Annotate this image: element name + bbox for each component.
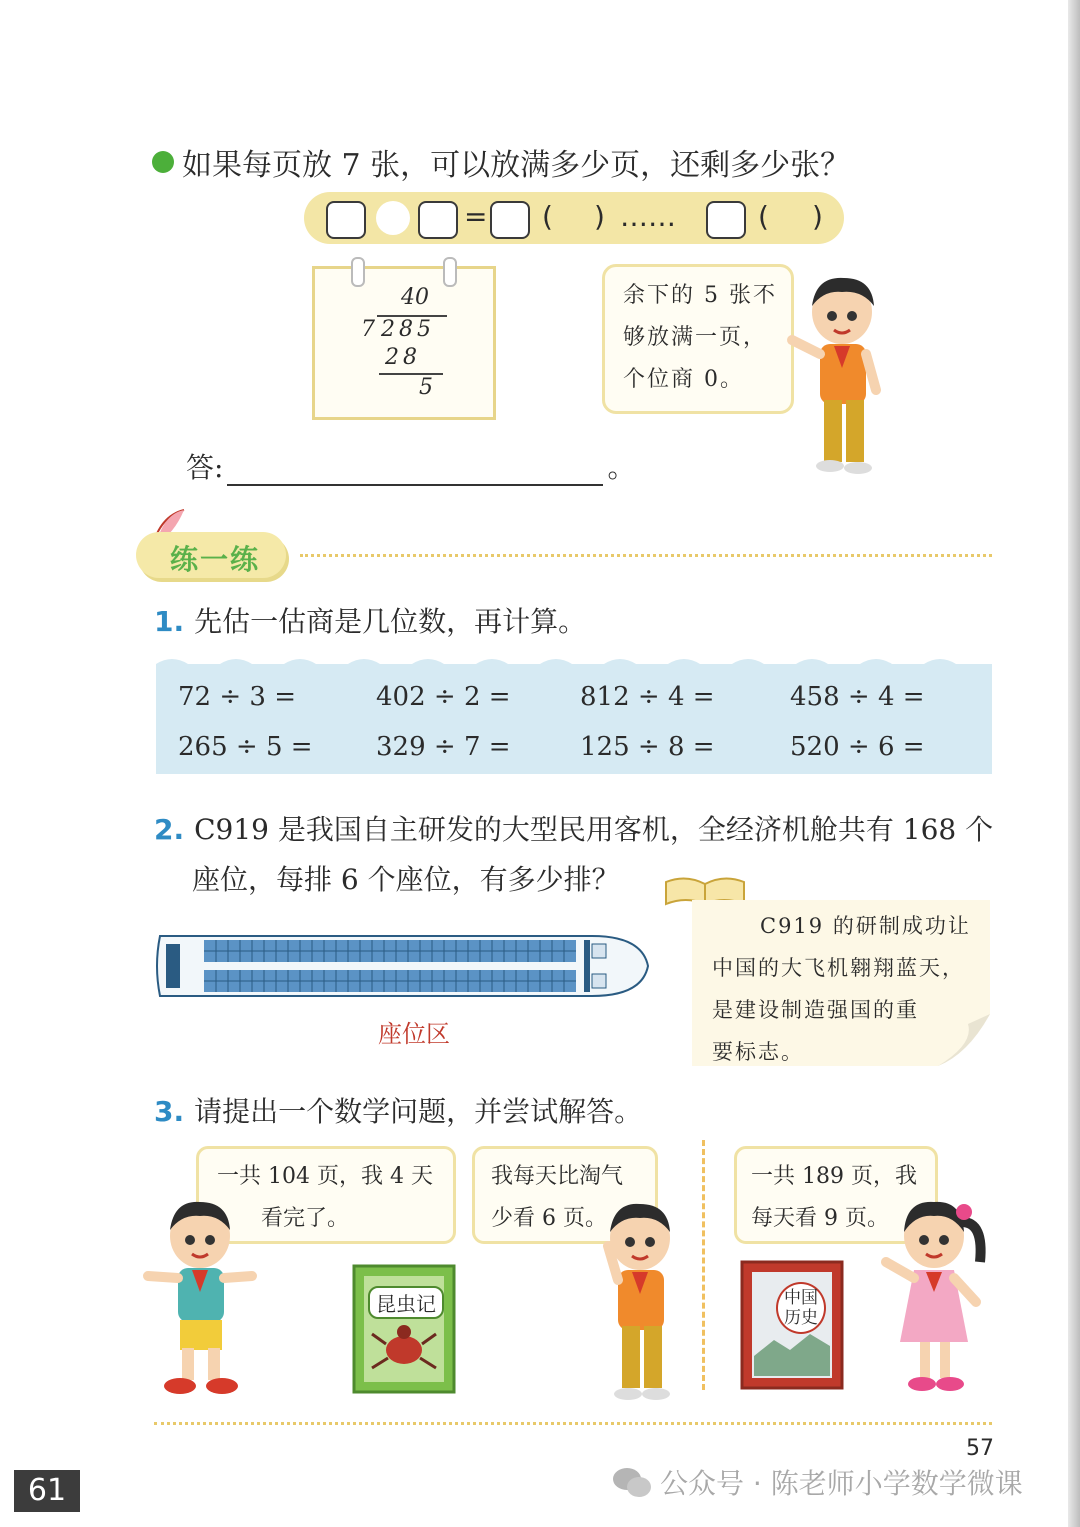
calc-item: 812 ÷ 4 = [580,682,715,712]
item-3 [154,1090,642,1130]
bubble-line: 少看 6 页。 [491,1206,607,1231]
paren-left: ( [542,200,553,233]
quotient: 40 [401,285,429,310]
item-text: C919 是我国自主研发的大型民用客机，全经济机舱共有 168 个 [194,813,994,846]
bubble-line: 一共 104 页，我 4 天 [217,1164,433,1189]
seat-area-label: 座位区 [378,1020,450,1048]
scalloped-edge [156,654,992,674]
practice-banner [136,532,286,578]
wechat-icon [612,1465,652,1499]
item-number: 1. [154,605,185,638]
boy-illustration [784,270,894,480]
calc-item: 520 ÷ 6 = [790,732,925,762]
item-text: 先估一估商是几位数，再计算。 [194,605,587,638]
fact-line: 要标志。 [712,1040,804,1064]
bubble-line: 每天看 9 页。 [751,1206,889,1231]
hint-bubble [602,264,794,414]
bubble-line: 看完了。 [261,1206,350,1231]
page-curl-icon [938,1014,990,1066]
equals-sign: = [464,200,488,233]
book-title-line: 历史 [784,1308,818,1328]
ellipsis: …… [620,200,676,233]
remainder: 5 [419,375,433,400]
page-edge [1068,0,1080,1527]
page-tag: 61 [14,1470,80,1512]
calc-item: 125 ÷ 8 = [580,732,715,762]
dividend: 285 [381,317,435,342]
fact-line: C919 的研制成功让 [760,914,971,938]
calc-item: 402 ÷ 2 = [376,682,511,712]
operator-circle[interactable] [376,201,410,235]
calculation-panel [156,664,992,774]
dashed-separator [702,1140,705,1390]
item-text: 请提出一个数学问题，并尝试解答。 [194,1095,643,1128]
product: 28 [385,345,421,370]
answer-box[interactable] [706,201,746,239]
item-2-continued: 座位，每排 6 个座位，有多少排？ [192,863,620,896]
calc-item: 72 ÷ 3 = [178,682,296,712]
bubble-line: 一共 189 页，我 [751,1164,917,1189]
paren-left: ( [758,200,769,233]
dotted-divider [154,1422,992,1425]
answer-line [186,446,635,486]
divisor: 7 [361,317,375,342]
page-number: 57 [966,1436,994,1461]
answer-end: 。 [607,451,636,484]
fact-line: 中国的大飞机翱翔蓝天， [712,956,965,980]
answer-box[interactable] [490,201,530,239]
plane-seat-map [152,930,652,1002]
book-title: 昆虫记 [368,1286,444,1319]
book-title [776,1282,826,1334]
paren-right: ) [594,200,605,233]
paper-clip-icon [443,257,457,287]
watermark [612,1462,1023,1502]
item-2 [154,808,993,848]
boy-illustration [138,1196,262,1402]
girl-illustration [876,1192,992,1402]
item-number: 2. [154,813,185,846]
book-title-line: 中国 [784,1288,818,1308]
hint-line: 个位商 0。 [623,367,744,392]
question-header [152,140,850,184]
hint-line: 够放满一页， [623,325,768,350]
answer-box[interactable] [326,201,366,239]
bubble-line: 我每天比淘气 [491,1164,624,1189]
paren-right: ) [812,200,823,233]
paper-clip-icon [351,257,365,287]
item-1 [154,600,586,640]
equation-bar [304,192,844,244]
division-note [312,266,496,420]
dotted-divider [300,554,992,557]
practice-title: 练一练 [170,543,261,576]
book-insects [352,1264,456,1394]
calc-item: 265 ÷ 5 = [178,732,313,762]
watermark-text: 公众号 · 陈老师小学数学微课 [660,1467,1023,1500]
question-text: 如果每页放 7 张，可以放满多少页，还剩多少张？ [182,148,851,183]
calc-item: 458 ÷ 4 = [790,682,925,712]
item-number: 3. [154,1095,185,1128]
green-bullet-icon [152,151,174,173]
fact-card [692,900,990,1066]
subtraction-line [379,373,443,375]
answer-field[interactable] [227,454,603,486]
boy-illustration [594,1196,690,1406]
answer-label: 答: [186,451,224,484]
answer-box[interactable] [418,201,458,239]
fact-line: 是建设制造强国的重 [712,998,919,1022]
calc-item: 329 ÷ 7 = [376,732,511,762]
hint-line: 余下的 5 张不 [623,283,777,308]
